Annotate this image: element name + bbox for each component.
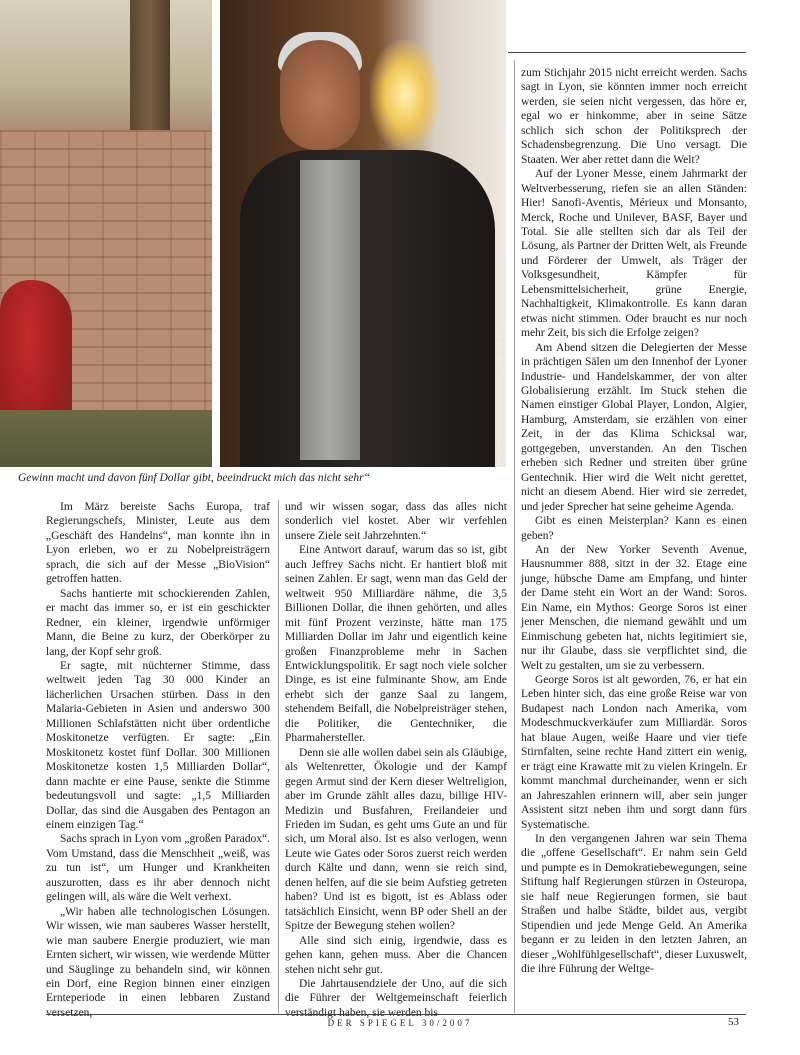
photo-face [280, 40, 360, 150]
photo-chandelier [370, 40, 440, 150]
photo-caption: Gewinn macht und davon fünf Dollar gibt, beeindruckt mich das nicht sehr“ [18, 472, 370, 484]
paragraph: Sachs hantierte mit schockierenden Zahlen, er macht das immer so, er ist ein geschickter Redner, ein kleiner, irgendwie unförmiger Mann, die Beine zu kurz, der Oberkörper zu lang, der Kopf sehr groß. [46, 587, 270, 658]
photo-credit: LINKS: MARTIN / AGENTUR FOCUS (L.); REA / LAIF (R.) [497, 330, 503, 470]
photo-laughing-man [220, 0, 506, 467]
photo-tree [130, 0, 170, 140]
paragraph: „Wir haben alle technologischen Lösungen. Wir wissen, wie man sauberes Wasser herstellt, wie man saubere Energie produziert, wie man Ernten sichert, wir wissen, wie werdende Mütter und Säuglinge zu behandeln sind, wir können ein Dorf, eine Region binnen einer einzigen Ernteperiode in einen lebbaren Zustand versetzen, [46, 905, 270, 1019]
paragraph: An der New Yorker Seventh Avenue, Hausnummer 888, sitzt in der 32. Etage eine junge, hübsche Dame am Empfang, und hinter der Dame steht ein Wort an der Wand: Soros. Ein Name, ein Mythos: George Soros ist einer jener Menschen, die niemand gewählt und um Einmischung gebeten hat, nichts legitimiert sie, nur ihr Glaube, dass sie verpflichtet sind, die Welt zu gestalten, um sie zu verbessern. [521, 543, 747, 672]
photo-shirt [300, 160, 360, 460]
paragraph: George Soros ist alt geworden, 76, er hat ein Leben hinter sich, das eine große Reise war von Budapest nach London nach Amerika, vom Modeschmuckverkäufer zum Milliardär. Soros hat blaue Augen, weiße Haare und vier tiefe Stirnfalten, seine rechte Hand zittert ein wenig, er trägt eine Krawatte mit zu vielen Kringeln. Er kommt manchmal durcheinander, wenn er sich an Jahreszahlen erinnern will, aber sein junger Assistent sitzt neben ihm und sorgt dann fürs Systematische. [521, 674, 747, 831]
paragraph: In den vergangenen Jahren war sein Thema die „offene Gesellschaft“. Er nahm sein Geld und pumpte es in Demokratiebewegungen, seine Stiftung half Regierungen stürzen in Osteuropa, sie half neue Regierungen formen, sie baut Straßen und halbe Städte, bildet aus, vergibt Stipendien und jede Menge Geld. An Amerika begann er zu leiden in den letzten Jahren, an dieser „Wohlfühlgesellschaft“, dieser Luxuswelt, die ihre Führung der Weltge- [521, 833, 747, 976]
column-divider [278, 500, 279, 1013]
footer-rule [46, 1014, 746, 1015]
paragraph: Er sagte, mit nüchterner Stimme, dass weltweit jeden Tag 30 000 Kinder an lächerlichen Ursachen stürben. Dass in den Malaria-Gebieten in Asien und anderswo 300 Millionen Schlafstätten nicht über ordentliche Moskitonetze verfügten. Er sagte: „Ein Moskitonetz kostet fünf Dollar. 300 Millionen Moskitonetze kosten 1,5 Milliarden Dollar“, dann machte er eine Pause, senkte die Stimme bedeutungsvoll und sagte: „1,5 Milliarden Dollar, das sind die Ausgaben des Pentagon an einem einzigen Tag.“ [46, 659, 270, 831]
paragraph: Im März bereiste Sachs Europa, traf Regierungschefs, Minister, Leute aus dem „Geschäft des Handelns“, man konnte ihn in Lyon erleben, wo er zu Nobelpreisträgern sprach, die sich auf der Messe „BioVision“ getroffen hatten. [46, 501, 270, 586]
paragraph: Am Abend sitzen die Delegierten der Messe in prächtigen Sälen um den Innenhof der Lyoner Industrie- und Handelskammer, der von alter Globalisierung erzählt. Im Stuck stehen die Namen einstiger Global Player, London, Algier, Hamburg, Amsterdam, sie erzählen von einer Zeit, in der das Klima Schicksal war, gottgegeben, unverstanden. An den Tischen erheben sich Redner und streiten über grüne Gentechnik. Hier wird die Welt nicht gerettet, nicht an diesem Abend. Hier wird sie zerredet, und jeder Sprecher hat seine geheime Agenda. [521, 341, 747, 513]
photo-ground [0, 410, 212, 467]
column-divider [514, 60, 515, 1013]
top-rule [508, 52, 746, 53]
photo-jacket [240, 150, 495, 467]
paragraph: zum Stichjahr 2015 nicht erreicht werden. Sachs sagt in Lyon, sie könnten immer noch erreicht werden, sie seien nicht vergessen, das höre er, egal wo er hinkomme, aber in seine Sätze schlich sich schon der Politiksprech der Schadensbegrenzung. Die Uno versagt. Die Staaten. Wer aber rettet dann die Welt? [521, 67, 747, 166]
paragraph: Denn sie alle wollen dabei sein als Gläubige, als Weltenretter, Ökologie und der Kampf gegen Armut sind der Kern dieser Weltreligion, aber im Grunde zählt alles dazu, billige HIV-Medizin und Busfahren, Freilandeier und Frieden im Sudan, es geht ums Gute an und für sich, um Moral also. Ist es also verlogen, wenn Leute wie Gates oder Soros zuerst reich werden durch Kälte und dann, wenn sie reich sind, denen helfen, auf die sie beim Aufstieg getreten haben? Und ist es bigott, ist es Ablass oder tatsächlich Einsicht, wenn BP oder Shell an der Spitze der Bewegung stehen wollen? [285, 746, 507, 933]
text-column-2 [285, 500, 507, 1020]
text-column-1 [46, 500, 270, 1020]
photo-village-woman [0, 0, 212, 467]
paragraph: Eine Antwort darauf, warum das so ist, gibt auch Jeffrey Sachs nicht. Er hantiert bloß mit seinen Zahlen. Er sagt, wenn man das Geld der weltweit 950 Milliardäre nähme, die 3,5 Billionen Dollar, die ihnen gehörten, und alles mit fünf Prozent verzinste, hätte man 175 Milliarden Dollar im Jahr und eigentlich keine großen Finanzprobleme mehr in Sachen Entwicklungspolitik. Er sagt noch viele solcher Dinge, es ist eine fulminante Show, am Ende erhebt sich der ganze Saal zu langem, stehendem Beifall, die Nobelpreisträger stehen, die Politiker, die Gentechniker, die Pharmahersteller. [285, 544, 507, 745]
paragraph: Auf der Lyoner Messe, einem Jahrmarkt der Weltverbesserung, riefen sie an allen Ständen: Hier! Sanofi-Aventis, Mérieux und Monsanto, Merck, Roche und Unilever, BASF, Bayer und Total. Sie alle stellten sich dar als Teil der Lösung, als Partner der Dritten Welt, als Freunde und Förderer der Umwelt, als Träger der Volksgesundheit, Kämpfer für Lebensmittelsicherheit, grüne Energie, Nachhaltigkeit, Klimakontrolle. Es kann daran etwas nicht stimmen. Oder braucht es nur noch mehr Zeit, bis sich die Erfolge zeigen? [521, 168, 747, 340]
paragraph: Die Jahrtausendziele der Uno, auf die sich die Führer der Weltgemeinschaft feierlich verständigt haben, sie werden bis [285, 977, 507, 1019]
text-column-3 [521, 66, 747, 977]
page-number: 53 [728, 1016, 739, 1028]
paragraph: Alle sind sich einig, irgendwie, dass es gehen kann, gehen muss. Aber die Chancen stehen nicht sehr gut. [285, 934, 507, 976]
paragraph: und wir wissen sogar, dass das alles nicht sonderlich viel kostet. Aber wir verfehlen unsere Ziele seit Jahrzehnten.“ [285, 501, 507, 542]
paragraph: Sachs sprach in Lyon vom „großen Paradox“. Vom Umstand, dass die Menschheit „weiß, was zu tun ist“, um Hunger und Krankheiten auszurotten, dass es ihr aber dennoch nicht gelingen will, als wäre die Welt verhext. [46, 833, 270, 904]
paragraph: Gibt es einen Meisterplan? Kann es einen geben? [521, 515, 747, 542]
footer-magazine-issue: DER SPIEGEL 30/2007 [327, 1018, 473, 1028]
